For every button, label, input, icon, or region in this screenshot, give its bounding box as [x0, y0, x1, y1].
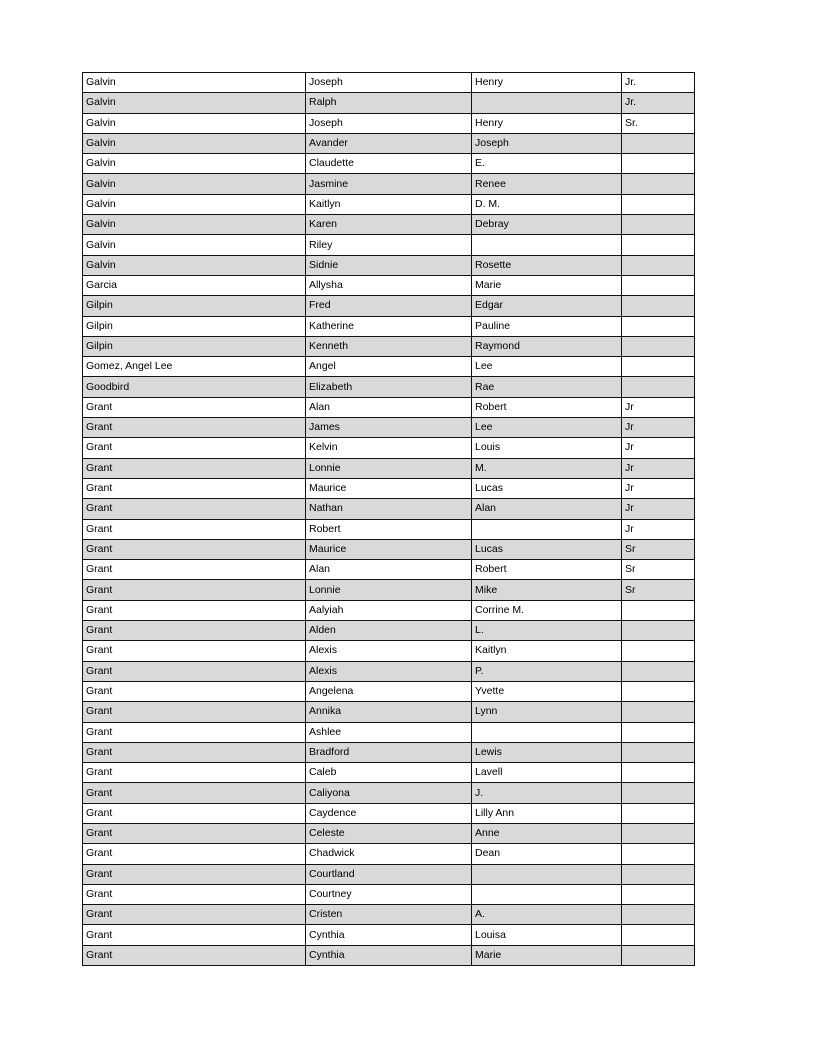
first-name-cell: Kaitlyn	[306, 194, 472, 214]
table-row	[83, 296, 695, 316]
last-name-cell: Grant	[83, 458, 306, 478]
first-name-cell: Angelena	[306, 681, 472, 701]
middle-name-cell: Henry	[472, 113, 622, 133]
first-name-cell: Allysha	[306, 275, 472, 295]
first-name-cell: Annika	[306, 702, 472, 722]
suffix-cell	[622, 742, 695, 762]
table-row	[83, 478, 695, 498]
suffix-cell	[622, 803, 695, 823]
last-name-cell: Grant	[83, 783, 306, 803]
table-row	[83, 884, 695, 904]
table-row	[83, 235, 695, 255]
table-row	[83, 763, 695, 783]
middle-name-cell: Edgar	[472, 296, 622, 316]
first-name-cell: Sidnie	[306, 255, 472, 275]
last-name-cell: Gomez, Angel Lee	[83, 357, 306, 377]
last-name-cell: Galvin	[83, 133, 306, 153]
table-row	[83, 823, 695, 843]
last-name-cell: Gilpin	[83, 336, 306, 356]
suffix-cell	[622, 174, 695, 194]
name-table-body	[83, 73, 695, 966]
last-name-cell: Grant	[83, 702, 306, 722]
last-name-cell: Goodbird	[83, 377, 306, 397]
first-name-cell: Ralph	[306, 93, 472, 113]
middle-name-cell: Lucas	[472, 478, 622, 498]
suffix-cell	[622, 275, 695, 295]
first-name-cell: Courtney	[306, 884, 472, 904]
table-row	[83, 702, 695, 722]
middle-name-cell: Mike	[472, 580, 622, 600]
table-row	[83, 580, 695, 600]
first-name-cell: Kenneth	[306, 336, 472, 356]
middle-name-cell	[472, 519, 622, 539]
middle-name-cell: Rae	[472, 377, 622, 397]
middle-name-cell	[472, 93, 622, 113]
last-name-cell: Grant	[83, 763, 306, 783]
last-name-cell: Galvin	[83, 113, 306, 133]
first-name-cell: Courtland	[306, 864, 472, 884]
suffix-cell	[622, 235, 695, 255]
middle-name-cell	[472, 864, 622, 884]
last-name-cell: Grant	[83, 945, 306, 965]
suffix-cell: Sr	[622, 539, 695, 559]
middle-name-cell: Henry	[472, 73, 622, 93]
table-row	[83, 925, 695, 945]
last-name-cell: Galvin	[83, 255, 306, 275]
table-row	[83, 154, 695, 174]
suffix-cell	[622, 945, 695, 965]
suffix-cell	[622, 905, 695, 925]
table-row	[83, 73, 695, 93]
first-name-cell: Cynthia	[306, 945, 472, 965]
suffix-cell: Jr	[622, 418, 695, 438]
table-row	[83, 133, 695, 153]
first-name-cell: Cynthia	[306, 925, 472, 945]
first-name-cell: Ashlee	[306, 722, 472, 742]
last-name-cell: Grant	[83, 844, 306, 864]
table-row	[83, 418, 695, 438]
first-name-cell: Bradford	[306, 742, 472, 762]
suffix-cell	[622, 316, 695, 336]
table-row	[83, 113, 695, 133]
last-name-cell: Grant	[83, 478, 306, 498]
first-name-cell: Claudette	[306, 154, 472, 174]
suffix-cell	[622, 377, 695, 397]
last-name-cell: Grant	[83, 905, 306, 925]
table-row	[83, 316, 695, 336]
table-row	[83, 783, 695, 803]
middle-name-cell: Renee	[472, 174, 622, 194]
table-row	[83, 905, 695, 925]
table-row	[83, 499, 695, 519]
table-row	[83, 377, 695, 397]
first-name-cell: Caliyona	[306, 783, 472, 803]
last-name-cell: Grant	[83, 722, 306, 742]
middle-name-cell: Rosette	[472, 255, 622, 275]
first-name-cell: Fred	[306, 296, 472, 316]
middle-name-cell: Lilly Ann	[472, 803, 622, 823]
last-name-cell: Gilpin	[83, 316, 306, 336]
table-row	[83, 722, 695, 742]
last-name-cell: Galvin	[83, 194, 306, 214]
suffix-cell: Jr	[622, 458, 695, 478]
table-row	[83, 621, 695, 641]
last-name-cell: Grant	[83, 600, 306, 620]
first-name-cell: Celeste	[306, 823, 472, 843]
middle-name-cell: Marie	[472, 275, 622, 295]
first-name-cell: Karen	[306, 215, 472, 235]
table-row	[83, 519, 695, 539]
middle-name-cell: M.	[472, 458, 622, 478]
last-name-cell: Grant	[83, 884, 306, 904]
suffix-cell	[622, 336, 695, 356]
last-name-cell: Galvin	[83, 215, 306, 235]
middle-name-cell: A.	[472, 905, 622, 925]
last-name-cell: Grant	[83, 681, 306, 701]
last-name-cell: Grant	[83, 519, 306, 539]
table-row	[83, 336, 695, 356]
last-name-cell: Grant	[83, 925, 306, 945]
suffix-cell	[622, 600, 695, 620]
first-name-cell: Avander	[306, 133, 472, 153]
table-row	[83, 93, 695, 113]
middle-name-cell: Louis	[472, 438, 622, 458]
first-name-cell: Caydence	[306, 803, 472, 823]
suffix-cell	[622, 641, 695, 661]
suffix-cell	[622, 296, 695, 316]
suffix-cell	[622, 661, 695, 681]
first-name-cell: Robert	[306, 519, 472, 539]
middle-name-cell: J.	[472, 783, 622, 803]
last-name-cell: Grant	[83, 641, 306, 661]
suffix-cell: Jr	[622, 397, 695, 417]
table-row	[83, 357, 695, 377]
suffix-cell	[622, 621, 695, 641]
first-name-cell: Joseph	[306, 113, 472, 133]
first-name-cell: Chadwick	[306, 844, 472, 864]
middle-name-cell: Pauline	[472, 316, 622, 336]
suffix-cell: Jr.	[622, 93, 695, 113]
suffix-cell: Sr.	[622, 113, 695, 133]
middle-name-cell: Lynn	[472, 702, 622, 722]
table-row	[83, 641, 695, 661]
middle-name-cell	[472, 722, 622, 742]
suffix-cell	[622, 357, 695, 377]
suffix-cell	[622, 681, 695, 701]
first-name-cell: Katherine	[306, 316, 472, 336]
middle-name-cell: D. M.	[472, 194, 622, 214]
first-name-cell: Alan	[306, 397, 472, 417]
first-name-cell: Angel	[306, 357, 472, 377]
middle-name-cell: Louisa	[472, 925, 622, 945]
first-name-cell: Joseph	[306, 73, 472, 93]
last-name-cell: Grant	[83, 438, 306, 458]
suffix-cell	[622, 255, 695, 275]
last-name-cell: Grant	[83, 418, 306, 438]
suffix-cell	[622, 133, 695, 153]
table-row	[83, 803, 695, 823]
table-row	[83, 397, 695, 417]
middle-name-cell: Yvette	[472, 681, 622, 701]
middle-name-cell: Lavell	[472, 763, 622, 783]
last-name-cell: Galvin	[83, 235, 306, 255]
middle-name-cell: Dean	[472, 844, 622, 864]
first-name-cell: Alan	[306, 560, 472, 580]
table-row	[83, 215, 695, 235]
suffix-cell	[622, 763, 695, 783]
last-name-cell: Galvin	[83, 93, 306, 113]
first-name-cell: Maurice	[306, 539, 472, 559]
last-name-cell: Galvin	[83, 73, 306, 93]
last-name-cell: Grant	[83, 661, 306, 681]
last-name-cell: Grant	[83, 539, 306, 559]
suffix-cell	[622, 783, 695, 803]
suffix-cell	[622, 823, 695, 843]
suffix-cell: Sr	[622, 560, 695, 580]
last-name-cell: Grant	[83, 499, 306, 519]
middle-name-cell: P.	[472, 661, 622, 681]
suffix-cell: Jr	[622, 499, 695, 519]
first-name-cell: Maurice	[306, 478, 472, 498]
first-name-cell: Lonnie	[306, 580, 472, 600]
table-row	[83, 539, 695, 559]
suffix-cell	[622, 925, 695, 945]
middle-name-cell	[472, 235, 622, 255]
table-row	[83, 174, 695, 194]
table-row	[83, 742, 695, 762]
first-name-cell: Lonnie	[306, 458, 472, 478]
first-name-cell: Alden	[306, 621, 472, 641]
table-row	[83, 275, 695, 295]
middle-name-cell: Marie	[472, 945, 622, 965]
suffix-cell	[622, 844, 695, 864]
suffix-cell: Sr	[622, 580, 695, 600]
last-name-cell: Garcia	[83, 275, 306, 295]
first-name-cell: Cristen	[306, 905, 472, 925]
last-name-cell: Grant	[83, 560, 306, 580]
last-name-cell: Grant	[83, 397, 306, 417]
suffix-cell: Jr.	[622, 73, 695, 93]
last-name-cell: Grant	[83, 803, 306, 823]
middle-name-cell: E.	[472, 154, 622, 174]
middle-name-cell	[472, 884, 622, 904]
name-table	[82, 72, 695, 966]
table-row	[83, 681, 695, 701]
suffix-cell: Jr	[622, 478, 695, 498]
table-row	[83, 864, 695, 884]
middle-name-cell: Alan	[472, 499, 622, 519]
last-name-cell: Gilpin	[83, 296, 306, 316]
suffix-cell	[622, 215, 695, 235]
table-row	[83, 438, 695, 458]
suffix-cell	[622, 702, 695, 722]
last-name-cell: Grant	[83, 742, 306, 762]
last-name-cell: Galvin	[83, 174, 306, 194]
first-name-cell: Alexis	[306, 661, 472, 681]
first-name-cell: Alexis	[306, 641, 472, 661]
middle-name-cell: Lee	[472, 418, 622, 438]
suffix-cell	[622, 194, 695, 214]
middle-name-cell: Corrine M.	[472, 600, 622, 620]
suffix-cell	[622, 154, 695, 174]
middle-name-cell: Lucas	[472, 539, 622, 559]
last-name-cell: Galvin	[83, 154, 306, 174]
middle-name-cell: Lee	[472, 357, 622, 377]
first-name-cell: Aalyiah	[306, 600, 472, 620]
table-row	[83, 661, 695, 681]
suffix-cell	[622, 722, 695, 742]
suffix-cell	[622, 864, 695, 884]
middle-name-cell: Anne	[472, 823, 622, 843]
middle-name-cell: Raymond	[472, 336, 622, 356]
suffix-cell: Jr	[622, 438, 695, 458]
table-row	[83, 194, 695, 214]
middle-name-cell: Robert	[472, 560, 622, 580]
table-row	[83, 600, 695, 620]
table-row	[83, 945, 695, 965]
middle-name-cell: Debray	[472, 215, 622, 235]
middle-name-cell: Lewis	[472, 742, 622, 762]
last-name-cell: Grant	[83, 864, 306, 884]
middle-name-cell: Joseph	[472, 133, 622, 153]
first-name-cell: Jasmine	[306, 174, 472, 194]
table-row	[83, 458, 695, 478]
middle-name-cell: Robert	[472, 397, 622, 417]
first-name-cell: James	[306, 418, 472, 438]
first-name-cell: Elizabeth	[306, 377, 472, 397]
suffix-cell: Jr	[622, 519, 695, 539]
first-name-cell: Nathan	[306, 499, 472, 519]
first-name-cell: Kelvin	[306, 438, 472, 458]
table-row	[83, 255, 695, 275]
last-name-cell: Grant	[83, 580, 306, 600]
first-name-cell: Caleb	[306, 763, 472, 783]
first-name-cell: Riley	[306, 235, 472, 255]
table-row	[83, 560, 695, 580]
middle-name-cell: Kaitlyn	[472, 641, 622, 661]
suffix-cell	[622, 884, 695, 904]
middle-name-cell: L.	[472, 621, 622, 641]
last-name-cell: Grant	[83, 823, 306, 843]
table-row	[83, 844, 695, 864]
last-name-cell: Grant	[83, 621, 306, 641]
